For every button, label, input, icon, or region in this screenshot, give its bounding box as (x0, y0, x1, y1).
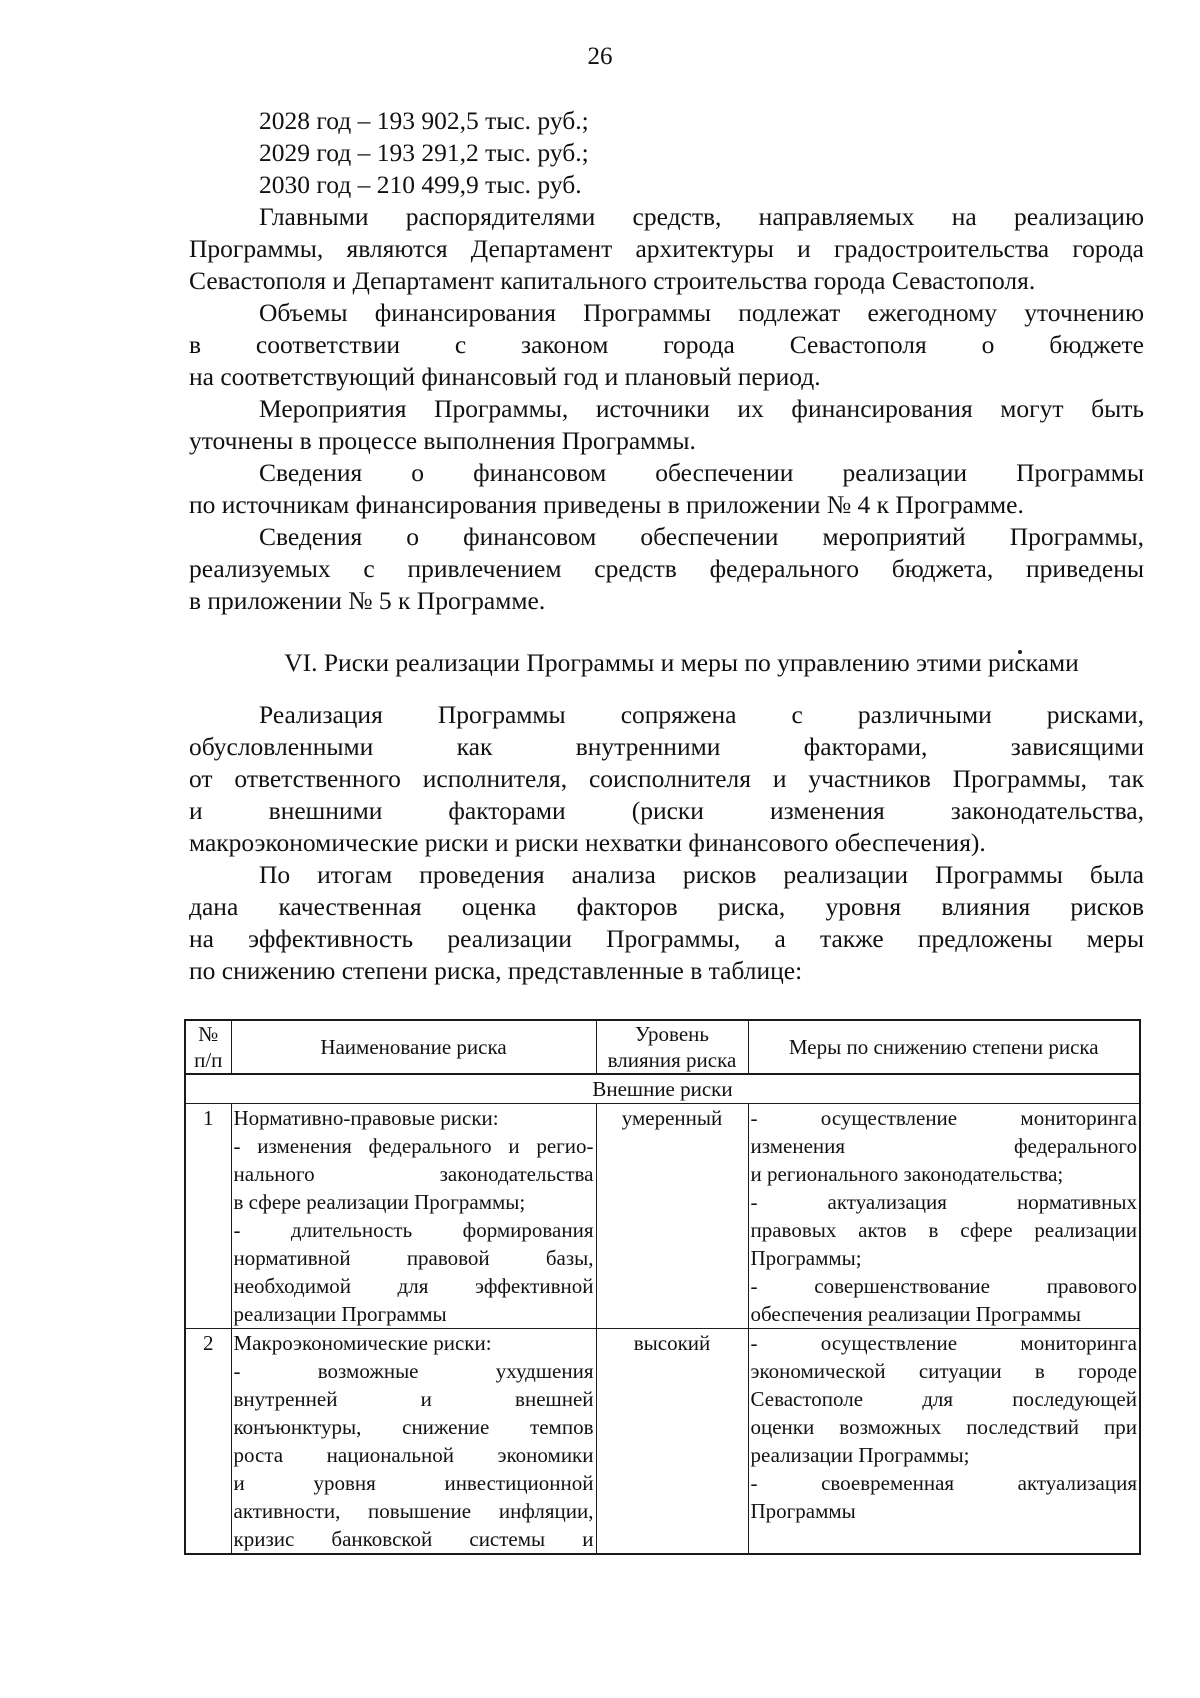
cell-line: и уровня инвестиционной (233, 1471, 594, 1495)
paragraph-line: по источникам финансирования приведены в приложении № 4 к Программе. (189, 490, 1024, 519)
paragraph-line: на соответствующий финансовый год и плановый период. (189, 362, 821, 391)
header-measures: Меры по снижению степени риска (748, 1020, 1140, 1074)
cell-line: изменения федерального (750, 1134, 1137, 1158)
page-number: 26 (587, 43, 613, 70)
cell-line: - возможные ухудшения (233, 1359, 594, 1383)
cell-line: - своевременная актуализация (750, 1471, 1137, 1495)
header-name: Наименование риска (231, 1020, 596, 1074)
paragraph-line: в соответствии с законом города Севастополя о бюджете (189, 330, 1144, 359)
cell-line: и регионального законодательства; (750, 1162, 1064, 1186)
paragraph-line: дана качественная оценка факторов риска, уровня влияния рисков (189, 892, 1144, 921)
cell-line: кризис банковской системы и (233, 1527, 594, 1551)
paragraph-line: реализуемых с привлечением средств федерального бюджета, приведены (189, 554, 1144, 583)
cell-line: реализации Программы; (750, 1443, 970, 1467)
cell-line: роста национальной экономики (233, 1443, 594, 1467)
paragraph-line: Программы, являются Департамент архитектуры и градостроительства города (189, 234, 1144, 263)
cell-line: необходимой для эффективной (233, 1274, 594, 1298)
paragraph-line: Мероприятия Программы, источники их финансирования могут быть (259, 394, 1144, 423)
cell-line: обеспечения реализации Программы (750, 1302, 1082, 1326)
paragraph-line: в приложении № 5 к Программе. (189, 586, 546, 615)
header-level-line: Уровень (635, 1022, 709, 1046)
table-row (185, 1329, 1140, 1555)
paragraph-line: Главными распорядителями средств, направляемых на реализацию (259, 202, 1144, 231)
cell-line: Севастополе для последующей (750, 1387, 1137, 1411)
cell-line: - осуществление мониторинга (750, 1106, 1137, 1130)
cell-line: внутренней и внешней (233, 1387, 594, 1411)
cell-line: - осуществление мониторинга (750, 1331, 1137, 1355)
cell-line: активности, повышение инфляции, (233, 1499, 594, 1523)
risk-table (184, 1019, 1141, 1555)
paragraph-line: макроэкономические риски и риски нехватки финансового обеспечения). (189, 828, 986, 857)
header-num-line: № (198, 1022, 219, 1046)
cell-line: конъюнктуры, снижение темпов (233, 1415, 594, 1439)
cell-line: Программы (750, 1499, 856, 1523)
cell-line: правовых актов в сфере реализации (750, 1218, 1137, 1242)
table-row (185, 1104, 1140, 1329)
cell-line: Макроэкономические риски: (233, 1331, 492, 1355)
header-level (596, 1020, 748, 1074)
measures-cell (748, 1104, 1140, 1329)
cell-line: в сфере реализации Программы; (233, 1190, 526, 1214)
table-header-row (185, 1020, 1140, 1074)
cell-line: Нормативно-правовые риски: (233, 1106, 499, 1130)
year-line: 2029 год – 193 291,2 тыс. руб.; (259, 138, 589, 167)
paragraph-line: По итогам проведения анализа рисков реализации Программы была (259, 860, 1144, 889)
paragraph-line: уточнены в процессе выполнения Программы. (189, 426, 696, 455)
paragraph-line: по снижению степени риска, представленные в таблице: (189, 956, 803, 985)
paragraph-line: Объемы финансирования Программы подлежат ежегодному уточнению (259, 298, 1144, 327)
year-line: 2028 год – 193 902,5 тыс. руб.; (259, 106, 589, 135)
paragraph-line: на эффективность реализации Программы, а также предложены меры (189, 924, 1144, 953)
paragraph-line: Сведения о финансовом обеспечении мероприятий Программы, (259, 522, 1144, 551)
cell-line: экономической ситуации в городе (750, 1359, 1137, 1383)
cell-line: нормативной правовой базы, (233, 1246, 594, 1270)
paragraph-line: и внешними факторами (риски изменения законодательства, (189, 796, 1144, 825)
paragraph-line: Сведения о финансовом обеспечении реализации Программы (259, 458, 1144, 487)
header-level-line: влияния риска (607, 1048, 737, 1072)
cell-line: - актуализация нормативных (750, 1190, 1137, 1214)
paragraph-line: обусловленными как внутренними факторами, зависящими (189, 732, 1144, 761)
cell-line: - длительность формирования (233, 1218, 594, 1242)
risk-name-cell (231, 1329, 596, 1555)
table-group-row (185, 1074, 1140, 1104)
cell-line: - совершенствование правового (750, 1274, 1137, 1298)
header-num (185, 1020, 231, 1074)
risk-name-cell (231, 1104, 596, 1329)
header-num-line: п/п (194, 1048, 223, 1072)
row-num: 1 (185, 1104, 231, 1329)
cell-line: Программы; (750, 1246, 862, 1270)
risk-level: умеренный (596, 1104, 748, 1329)
document-body (189, 105, 1144, 987)
section-title: VI. Риски реализации Программы и меры по управлению этими рисками (284, 648, 1079, 677)
group-label: Внешние риски (185, 1074, 1140, 1104)
row-num: 2 (185, 1329, 231, 1555)
cell-line: оценки возможных последствий при (750, 1415, 1137, 1439)
risk-level: высокий (596, 1329, 748, 1555)
paragraph-line: Севастополя и Департамент капитального строительства города Севастополя. (189, 266, 1036, 295)
cell-line: - изменения федерального и регио- (233, 1134, 594, 1158)
paragraph-line: Реализация Программы сопряжена с различными рисками, (259, 700, 1144, 729)
measures-cell (748, 1329, 1140, 1555)
year-line: 2030 год – 210 499,9 тыс. руб. (259, 170, 582, 199)
cell-line: нального законодательства (233, 1162, 594, 1186)
paragraph-line: от ответственного исполнителя, соисполнителя и участников Программы, так (189, 764, 1144, 793)
cell-line: реализации Программы (233, 1302, 447, 1326)
